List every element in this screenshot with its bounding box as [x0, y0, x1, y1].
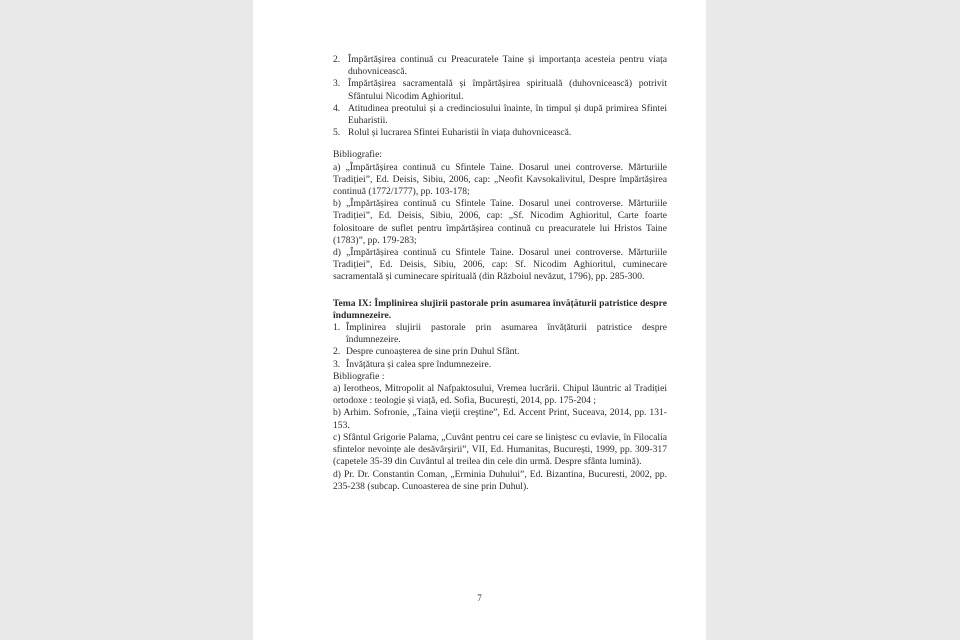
page-content	[333, 54, 667, 493]
list-item-number: 4.	[333, 102, 341, 114]
list-item-text: Atitudinea preotului și a credinciosului înainte, în timpul și după primirea Sfintei Euharistii.	[348, 102, 667, 127]
list-item-number: 2.	[333, 346, 341, 358]
bibliography-entry: b) Arhim. Sofronie, „Taina vieţii creştine”, Ed. Accent Print, Suceava, 2014, pp. 131-153.	[333, 407, 667, 431]
list-item-text: Despre cunoașterea de sine prin Duhul Sfânt.	[346, 346, 520, 358]
bibliography-entry: d) Pr. Dr. Constantin Coman, „Erminia Duhului”, Ed. Bizantina, Bucuresti, 2002, pp. 235-238 (subcap. Cunoasterea de sine prin Duhul).	[333, 468, 667, 492]
page-number: 7	[477, 593, 482, 603]
list-item	[333, 103, 667, 127]
document-page	[253, 0, 706, 640]
topics-list-ix	[333, 322, 667, 371]
list-item-text: Împărtășirea sacramentală și împărtășirea spirituală (duhovnicească) potrivit Sfântului Nicodim Aghioritul.	[348, 78, 667, 102]
list-item-number: 5.	[333, 127, 341, 139]
list-item-number: 3.	[333, 358, 341, 370]
list-item-number: 1.	[333, 322, 341, 334]
list-item-text: Împlinirea slujirii pastorale prin asumarea învățăturii patristice despre îndumnezeire.	[346, 322, 667, 346]
topics-list-viii	[333, 54, 667, 139]
bibliography-entry: c) Sfântul Grigorie Palama, „Cuvânt pentru cei care se liniștesc cu evlavie, în Filocalia sfintelor nevoințe ale desăvârșirii”, VII, Ed. Humanitas, București, 1999, pp. 309-317 (capetele 35-39 din Cuvântul al treilea din cele din urmă. Despre sfânta lumină).	[333, 431, 667, 468]
bibliography-entry: a) „Împărtășirea continuă cu Sfintele Taine. Dosarul unei controverse. Mărturiile Tradiției”, Ed. Deisis, Sibiu, 2006, cap: „Neofit Kavsokalivitul, Despre împărtășirea continuă (1772/1777), pp. 103-178;	[333, 161, 667, 198]
list-item	[333, 322, 667, 346]
bibliography-label: Bibliografie:	[333, 149, 383, 161]
bibliography-label: Bibliografie :	[333, 370, 385, 382]
list-item-text: Împărtășirea continuă cu Preacuratele Taine și importanța acesteia pentru viața duhovnicească.	[348, 54, 667, 78]
list-item-number: 2.	[333, 54, 341, 65]
bibliography-entry: b) „Împărtășirea continuă cu Sfintele Taine. Dosarul unei controverse. Mărturiile Tradiției”, Ed. Deisis, Sibiu, 2006, cap: „Sf. Nicodim Aghioritul, Carte foarte folositoare de suflet pentru împărtășirea continuă cu preacuratele lui Hristos Taine (1783)”, pp. 179-283;	[333, 198, 667, 246]
list-item-text: Învățătura și calea spre îndumnezeire.	[346, 358, 492, 370]
list-item	[333, 359, 667, 371]
bibliography-entry: a) Ierotheos, Mitropolit al Nafpaktosului, Vremea lucrării. Chipul lăuntric al Tradiției ortodoxe : teologie și viață, ed. Sofia, București, 2014, pp. 175-204 ;	[333, 383, 667, 407]
list-item	[333, 54, 667, 78]
list-item	[333, 78, 667, 102]
list-item-text: Rolul și lucrarea Sfintei Euharistii în viața duhovnicească.	[348, 127, 572, 139]
list-item	[333, 127, 667, 139]
bibliography-entry: d) „Împărtășirea continuă cu Sfintele Taine. Dosarul unei controverse. Mărturiile Tradiției”, Ed. Deisis, Sibiu, 2006, cap: Sf. Nicodim Aghioritul, cuminecare sacramentală și cuminecare spirituală (din Războiul nevăzut, 1796), pp. 285-300.	[333, 247, 667, 283]
list-item	[333, 346, 667, 358]
section-heading: Tema IX: Împlinirea slujirii pastorale prin asumarea învățăturii patristice despre îndumnezeire.	[333, 297, 667, 321]
list-item-number: 3.	[333, 78, 341, 90]
